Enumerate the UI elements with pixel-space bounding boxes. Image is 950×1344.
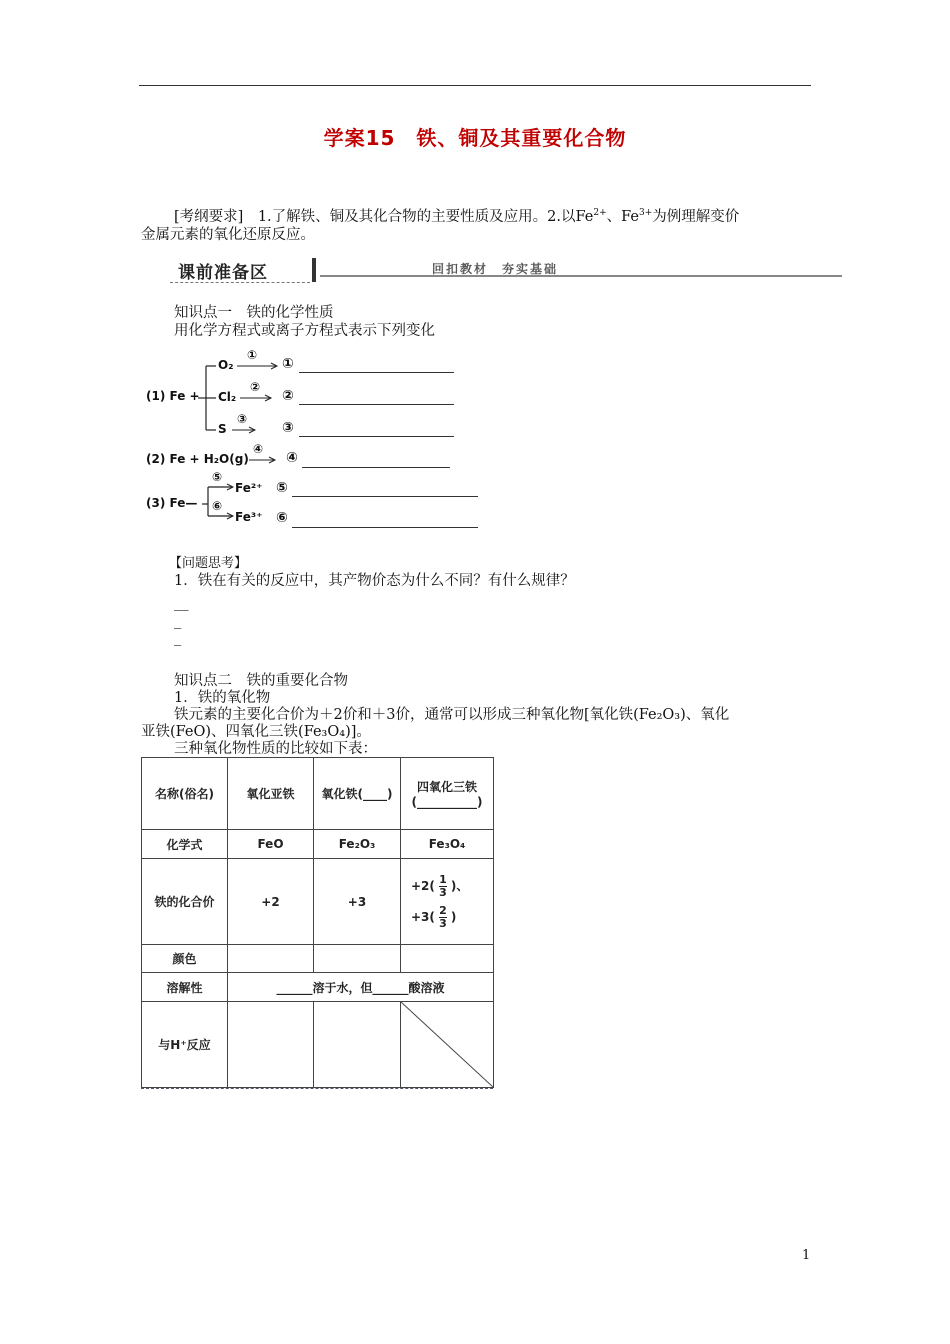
frac-den: 3 [439,885,447,899]
reaction3a-product: Fe²⁺ [235,481,263,495]
banner-divider [312,258,316,282]
answer-line-3[interactable]: _ [174,630,182,646]
header-fe3o4-name: 四氧化三铁 [416,780,477,794]
question-1: 1．铁在有关的反应中，其产物价态为什么不同？有什么规律？ [174,573,575,589]
banner-subtitle: 回扣教材 夯实基础 [432,262,559,276]
knowledge1-instruction: 用化学方程式或离子方程式表示下列变化 [174,323,435,339]
page-number: 1 [802,1248,811,1263]
banner-line [320,275,842,277]
reaction3a-num: ⑤ [212,470,223,484]
answer-line-2[interactable]: _ [174,613,182,629]
reaction3-label: (3) Fe— [146,496,198,510]
answer2-num: ② [282,388,294,404]
oxide-comparison-table [141,757,494,1088]
table-row-valence [142,859,494,945]
acid-fe2o3[interactable] [314,1002,401,1088]
reaction3b-num: ⑥ [212,499,223,513]
top-rule [139,85,811,86]
fe2-charge: 2+ [593,208,607,218]
header-name: 名称(俗名) [142,758,228,830]
valence-fe2o3: +3 [314,859,401,945]
knowledge2-text-3: 三种氧化物性质的比较如下表： [174,741,377,757]
valence-sep: )、 [450,878,469,893]
table-header-row [142,758,494,830]
answer-line-1[interactable]: __ [174,595,189,611]
separator: 、 [606,208,622,225]
formula-feo: FeO [228,830,314,859]
table-row-acid [142,1002,494,1088]
requirements-text: [考纲要求] 1.了解铁、铜及其化合物的主要性质及应用。2.以 [174,208,576,225]
table-row-color [142,945,494,973]
color-label: 颜色 [142,945,228,973]
header-fe3o4-alias: (__________) [411,795,483,809]
requirements-suffix: 为例理解变价 [652,208,740,225]
requirements-line-1 [141,204,813,226]
fraction-one-third [439,874,447,899]
fraction-two-thirds [439,905,447,930]
formula-fe3o4: Fe₃O₄ [401,830,494,859]
solubility-text[interactable]: ______溶于水，但______酸溶液 [228,973,494,1002]
reaction2-num: ④ [253,442,264,456]
valence-fe3o4-line2 [411,905,493,930]
banner-title: 课前准备区 [178,263,268,283]
requirements-line-2: 金属元素的氧化还原反应。 [141,226,315,243]
knowledge2-subheading: 1．铁的氧化物 [174,690,271,706]
fe3-charge: 3+ [638,208,653,218]
table-row-formula [142,830,494,859]
reaction1b-num: ② [250,380,261,394]
reaction1c-reagent: S [218,422,227,436]
valence-fe3o4 [401,859,494,945]
header-fe2o3: 氧化铁(____) [314,758,401,830]
answer4-blank[interactable] [302,467,450,468]
header-feo: 氧化亚铁 [228,758,314,830]
answer6-blank[interactable] [292,527,478,528]
question-heading: 【问题思考】 [169,556,248,571]
color-fe3o4[interactable] [401,945,494,973]
knowledge2-text-1: 铁元素的主要化合价为＋2价和＋3价，通常可以形成三种氧化物[氧化铁(Fe₂O₃)、氧化 [174,707,730,723]
valence-feo: +2 [228,859,314,945]
color-feo[interactable] [228,945,314,973]
reaction1b-reagent: Cl₂ [218,390,237,404]
table-bottom-dash [141,1088,493,1089]
color-fe2o3[interactable] [314,945,401,973]
diagonal-line [401,1002,493,1087]
header-fe3o4 [401,758,494,830]
reaction1a-reagent: O₂ [218,358,234,372]
answer1-num: ① [282,356,294,372]
reaction2-label: (2) Fe + H₂O(g) [146,452,249,466]
reaction-diagram [146,346,486,532]
table-row-solubility [142,973,494,1002]
acid-label: 与H⁺反应 [142,1002,228,1088]
reaction1c-num: ③ [237,412,248,426]
answer6-num: ⑥ [276,510,288,526]
reaction3b-product: Fe³⁺ [235,510,263,524]
answer3-blank[interactable] [299,436,454,437]
formula-label: 化学式 [142,830,228,859]
answer3-num: ③ [282,420,294,436]
answer5-blank[interactable] [292,496,478,497]
frac-num: 2 [439,903,447,917]
frac-num: 1 [439,872,447,886]
valence-plus3: +3( [411,909,435,924]
answer5-num: ⑤ [276,480,288,496]
frac-den: 3 [439,916,447,930]
knowledge2-text-2: 亚铁(FeO)、四氧化三铁(Fe₃O₄)]。 [141,724,371,740]
answer1-blank[interactable] [299,372,454,373]
acid-feo[interactable] [228,1002,314,1088]
acid-fe3o4-crossed [401,1002,494,1088]
answer2-blank[interactable] [299,404,454,405]
valence-plus2: +2( [411,878,435,893]
section-banner [170,256,842,288]
reaction1-label: (1) Fe + [146,389,200,403]
solubility-label: 溶解性 [142,973,228,1002]
fe3-ion: Fe [621,208,639,225]
knowledge1-heading: 知识点一 铁的化学性质 [174,305,334,321]
formula-fe2o3: Fe₂O₃ [314,830,401,859]
valence-fe3o4-line1 [411,874,493,899]
knowledge2-heading: 知识点二 铁的重要化合物 [174,673,348,689]
reaction1a-num: ① [247,348,258,362]
fe2-ion: Fe [575,208,594,225]
page-title: 学案15 铁、铜及其重要化合物 [323,126,627,150]
valence-label: 铁的化合价 [142,859,228,945]
requirements-paragraph [141,204,813,244]
valence-close: ) [450,909,457,924]
answer4-num: ④ [286,450,298,466]
